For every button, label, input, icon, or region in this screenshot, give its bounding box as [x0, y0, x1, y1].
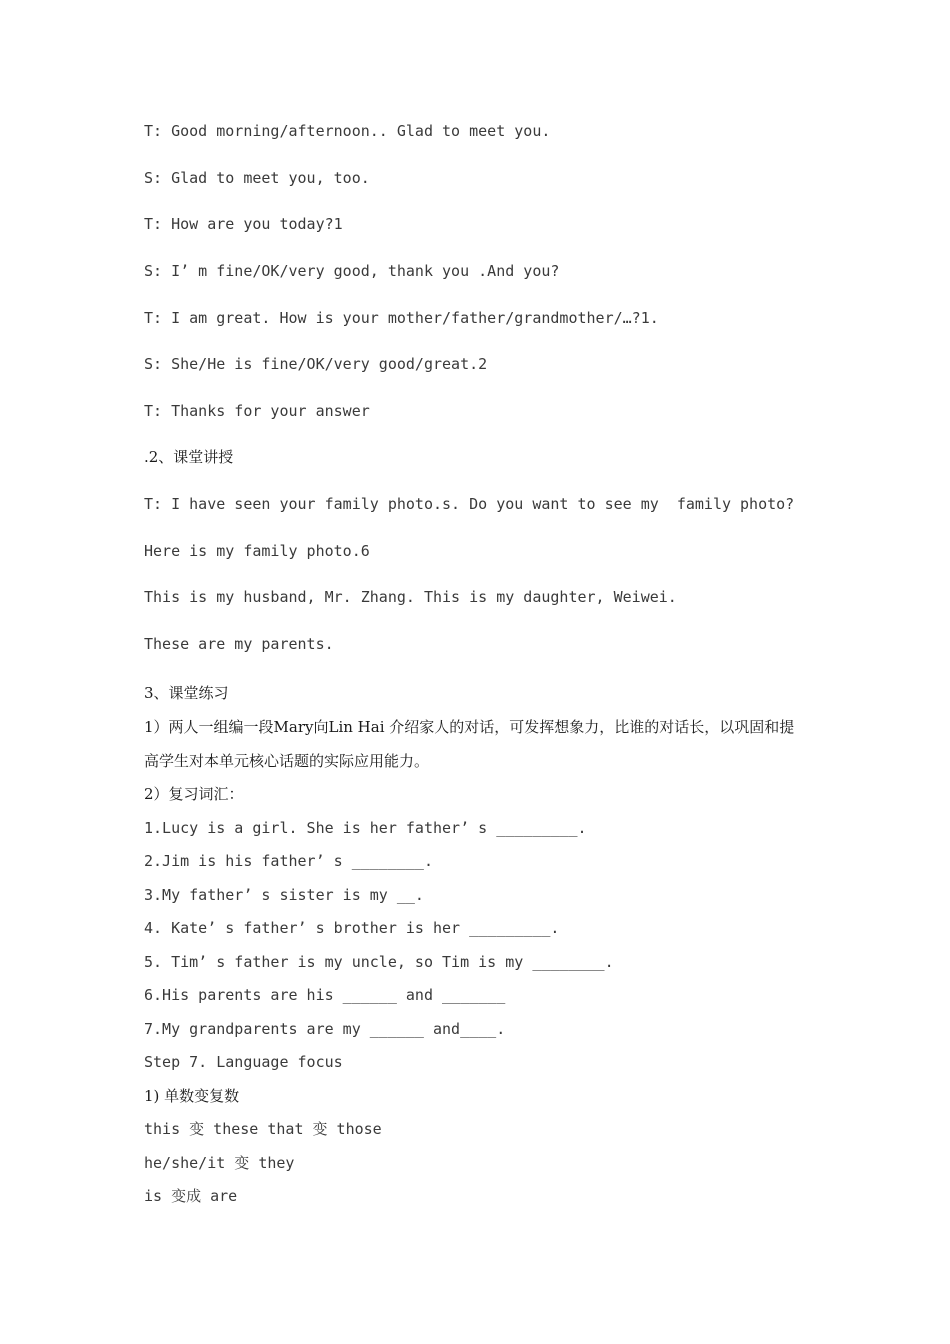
task-2-heading: 2）复习词汇： [144, 785, 244, 803]
exercise-item: 4. Kate’ s father’ s brother is her _________. [144, 919, 560, 937]
dialogue-line: T: Good morning/afternoon.. Glad to meet you. [144, 122, 551, 140]
section-heading-practice: 3、课堂练习 [144, 684, 229, 702]
exercise-item: 6.His parents are his ______ and _______ [144, 986, 506, 1004]
exercise-item: 7.My grandparents are my ______ and____. [144, 1020, 506, 1038]
exercise-item: 1.Lucy is a girl. She is her father’ s _________. [144, 819, 587, 837]
teaching-line: T: I have seen your family photo.s. Do you want to see my family photo? [144, 495, 795, 513]
focus-item: he/she/it 变 they [144, 1154, 295, 1172]
step-7-heading: Step 7. Language focus [144, 1053, 343, 1071]
dialogue-line: T: Thanks for your answer [144, 402, 370, 420]
exercise-item: 5. Tim’ s father is my uncle, so Tim is my ________. [144, 953, 614, 971]
dialogue-line: S: She/He is fine/OK/very good/great.2 [144, 355, 488, 373]
dialogue-line: S: Glad to meet you, too. [144, 169, 370, 187]
focus-heading: 1) 单数变复数 [144, 1087, 240, 1105]
dialogue-line: T: How are you today?1 [144, 215, 343, 233]
focus-item: this 变 these that 变 those [144, 1120, 382, 1138]
exercise-item: 2.Jim is his father’ s ________. [144, 852, 433, 870]
exercise-item: 3.My father’ s sister is my __. [144, 886, 424, 904]
teaching-line: Here is my family photo.6 [144, 542, 370, 560]
focus-item: is 变成 are [144, 1187, 238, 1205]
dialogue-line: S: I’ m fine/OK/very good, thank you .And you? [144, 262, 560, 280]
dialogue-line: T: I am great. How is your mother/father/grandmother/…?1. [144, 309, 659, 327]
teaching-line: These are my parents. [144, 635, 334, 653]
task-1-paragraph: 1）两人一组编一段Mary向Lin Hai 介绍家人的对话，可发挥想象力，比谁的对话长，以巩固和提高学生对本单元核心话题的实际应用能力。 [144, 718, 795, 770]
section-heading-teaching: .2、课堂讲授 [144, 448, 234, 466]
teaching-line: This is my husband, Mr. Zhang. This is my daughter, Weiwei. [144, 588, 677, 606]
